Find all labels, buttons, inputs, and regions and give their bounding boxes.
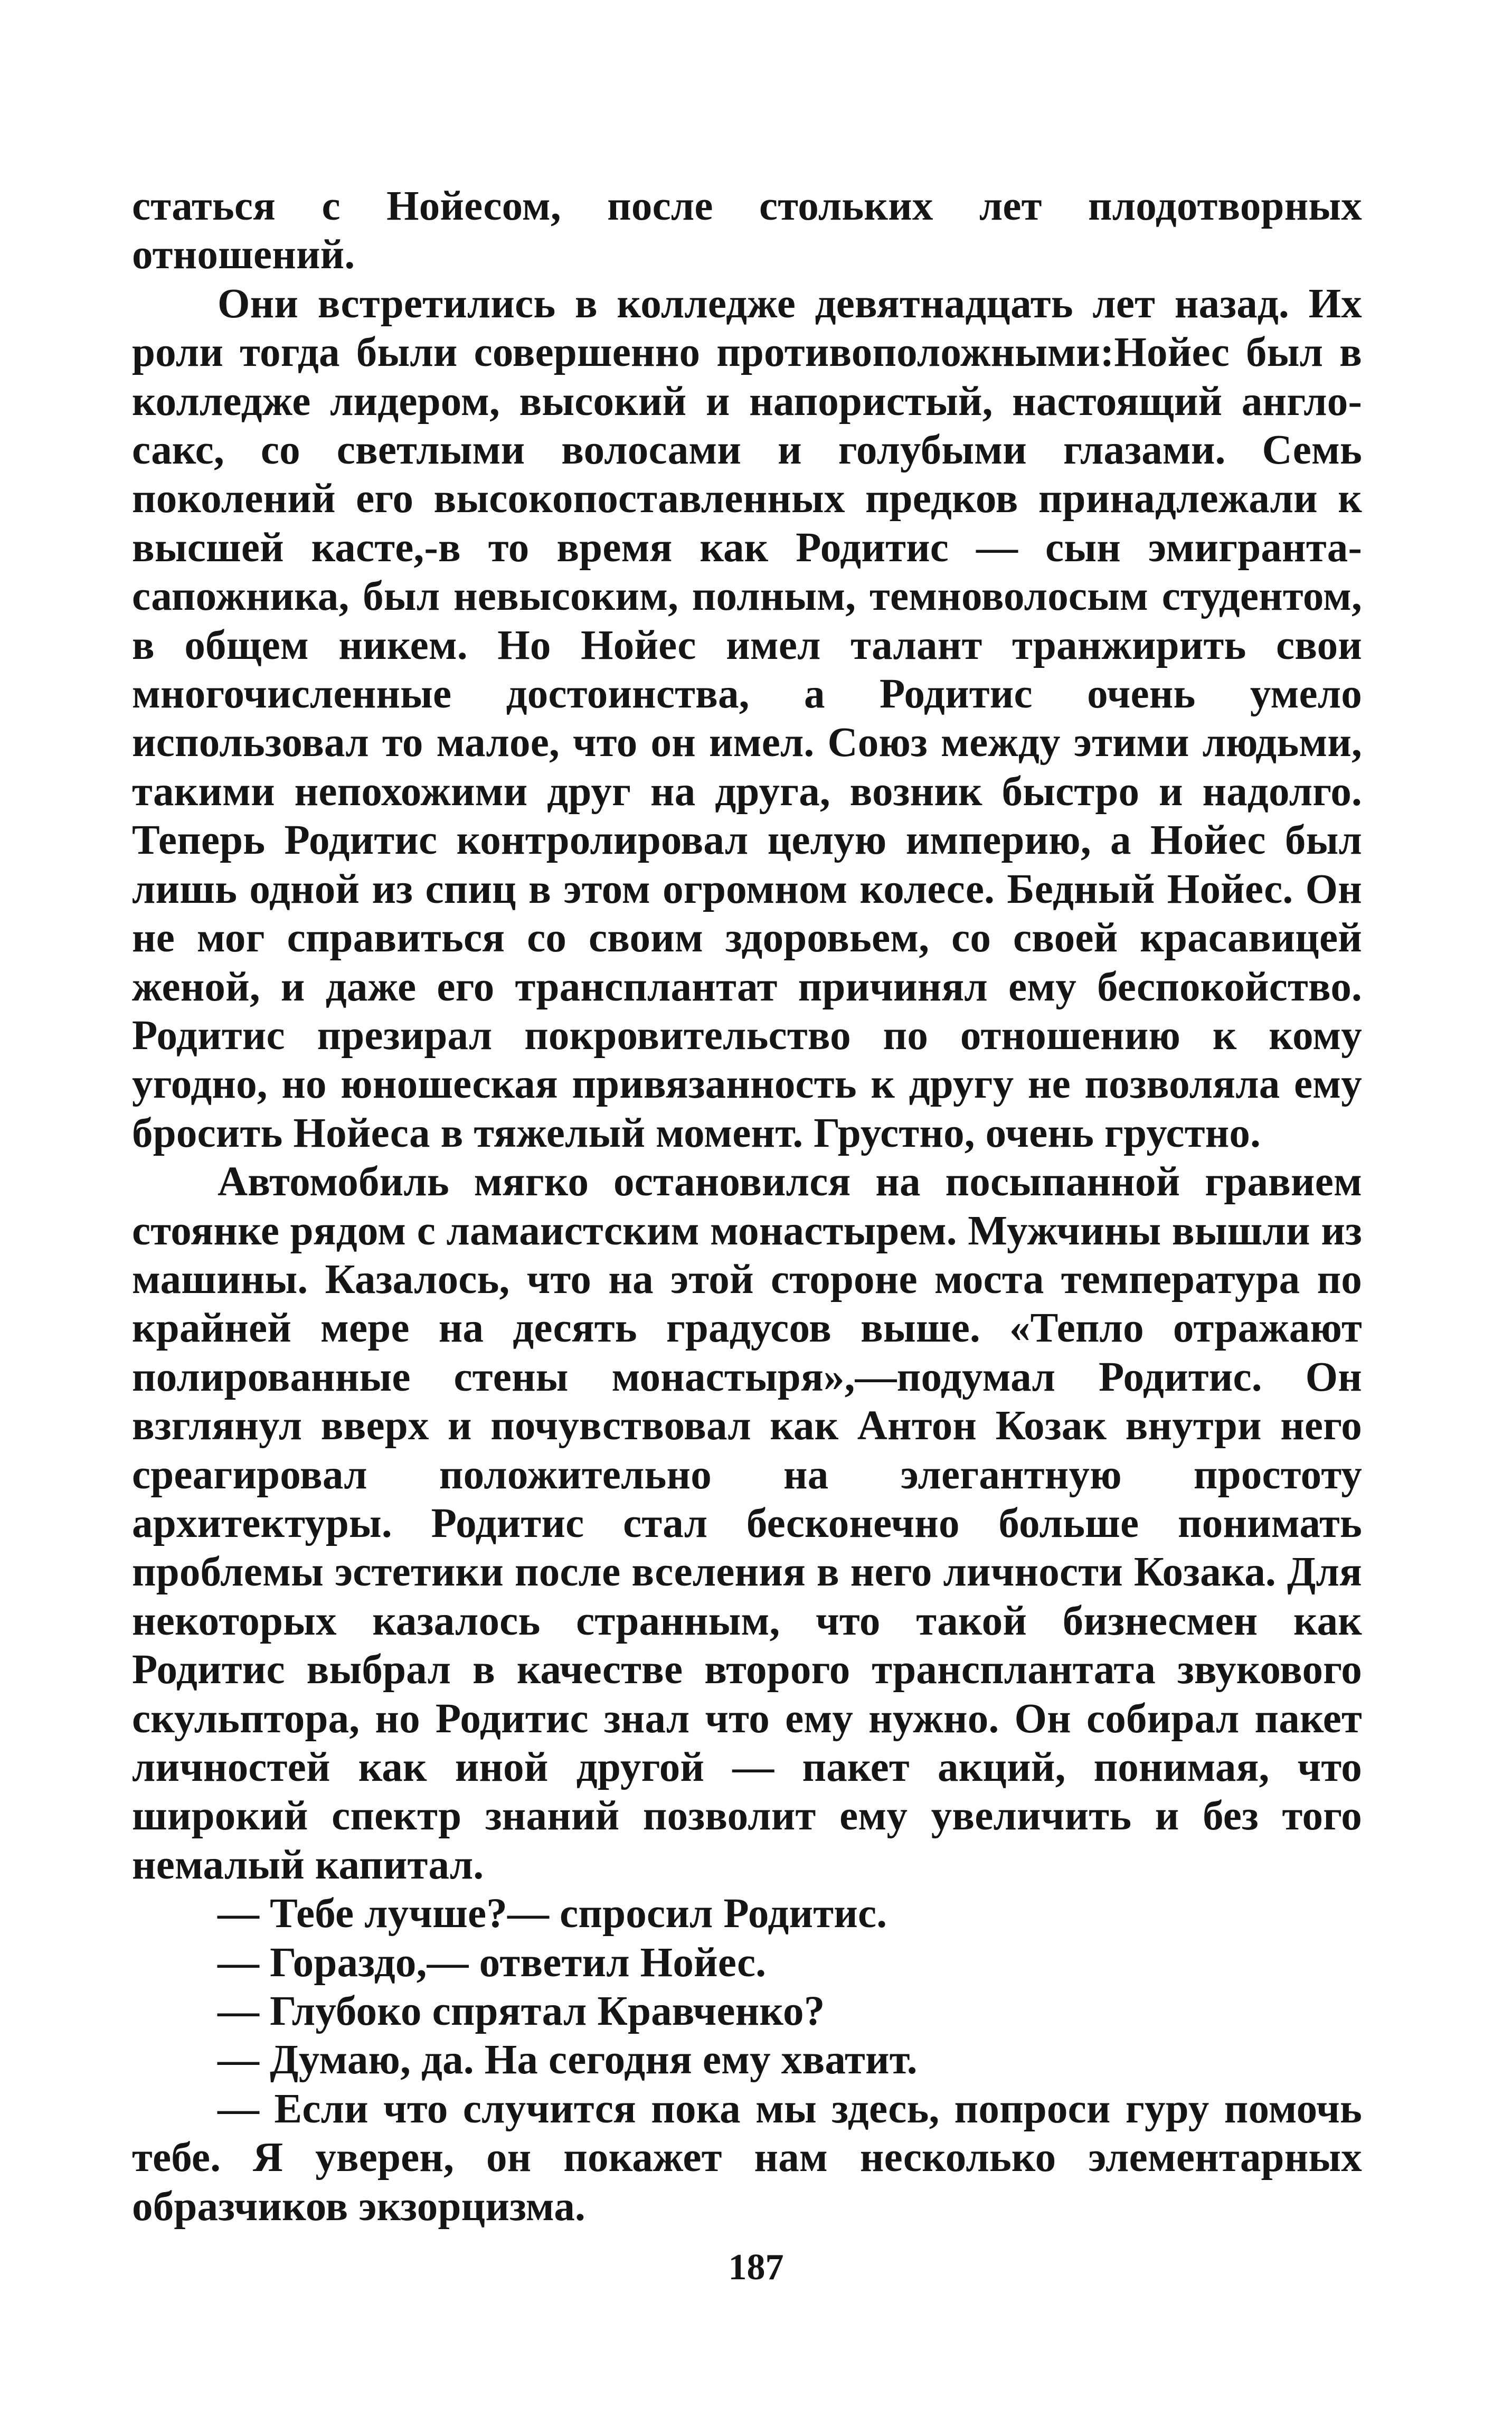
- dialog-line-4: — Думаю, да. На сегодня ему хватит.: [218, 2037, 918, 2083]
- paragraph-2: Они встретились в колледже девятнадцать лет назад. Их роли тогда были совершенно противоположными:Нойес был в колледже лидером, высокий и напористый, настоящий англо-сакс, со светлыми волосами и голубыми глазами. Семь поколений его высокопоставленных предков принадлежали к высшей касте,-в то время как Родитис — сын эмигранта-сапожника, был невысоким, полным, темноволосым студентом, в общем никем. Но Нойес имел талант транжирить свои многочисленные достоинства, а Родитис очень умело использовал то малое, что он имел. Союз между этими людьми, такими непохожими друг на друга, возник быстро и надолго. Теперь Родитис контролировал целую империю, а Нойес был лишь одной из спиц в этом огромном колесе. Бедный Нойес. Он не мог справиться со своим здоровьем, со своей красавицей женой, и даже его трансплантат причинял ему беспокойство. Родитис презирал покровительство по отношению к кому угодно, но юношеская привязанность к другу не позволяла ему бросить Нойеса в тяжелый момент. Грустно, очень грустно.: [132, 280, 1362, 1156]
- page-number: 187: [728, 2247, 784, 2288]
- dialog-line-1: — Тебе лучше?— спросил Родитис.: [218, 1891, 887, 1937]
- paragraph-3: Автомобиль мягко остановился на посыпанной гравием стоянке рядом с ламаистским монастырем. Мужчины вышли из машины. Казалось, что на этой стороне моста температура по крайней мере на десять градусов выше. «Тепло отражают полированные стены монастыря»,—подумал Родитис. Он взглянул вверх и почувствовал как Антон Козак внутри него среагировал положительно на элегантную простоту архитектуры. Родитис стал бесконечно больше понимать проблемы эстетики после вселения в него личности Козака. Для некоторых казалось странным, что такой бизнесмен как Родитис выбрал в качестве второго трансплантата звукового скульптора, но Родитис знал что ему нужно. Он собирал пакет личностей как иной другой — пакет акций, понимая, что широкий спектр знаний позволит ему увеличить и без того немалый капитал.: [132, 1159, 1362, 1888]
- dialog-line-5: — Если что случится пока мы здесь, попроси гуру помочь тебе. Я уверен, он покажет нам несколько элементарных образчиков экзорцизма.: [132, 2085, 1362, 2230]
- body-text: [132, 182, 1362, 2231]
- dialog-line-3: — Глубоко спрятал Кравченко?: [218, 1988, 825, 2035]
- paragraph-1: статься с Нойесом, после стольких лет плодотворных отношений.: [132, 183, 1362, 278]
- dialog-line-2: — Гораздо,— ответил Нойес.: [218, 1939, 767, 1986]
